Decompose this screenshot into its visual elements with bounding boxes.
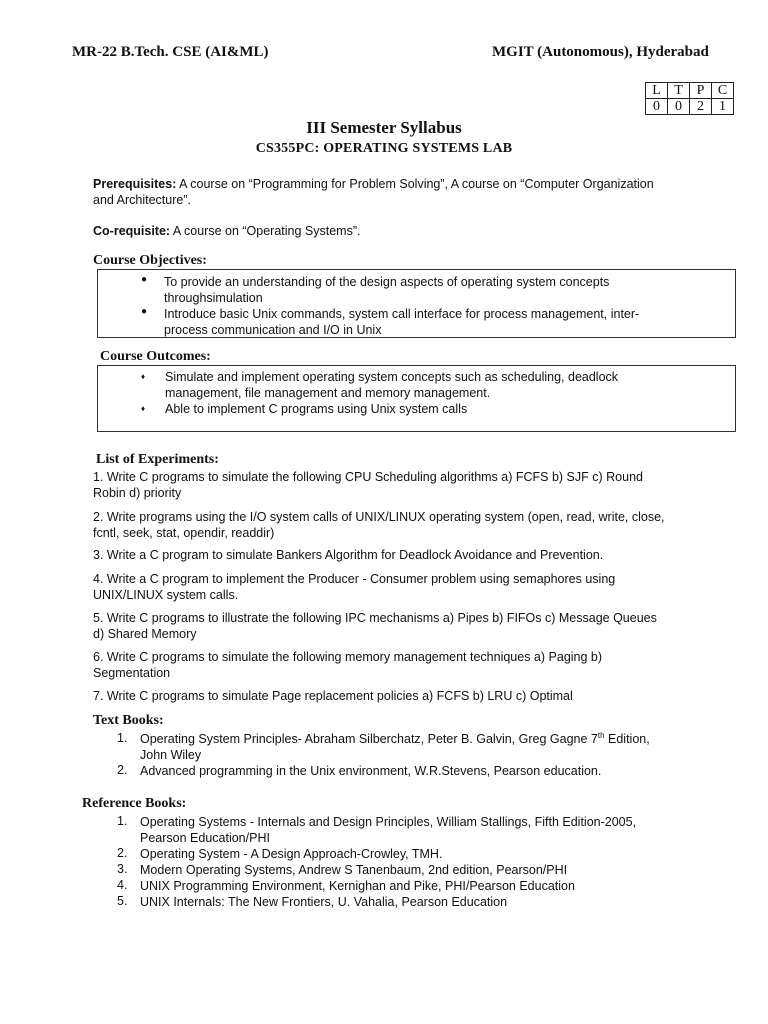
reference-book-line: Operating System - A Design Approach-Crowley, TMH. (140, 847, 443, 861)
objective-line: process communication and I/O in Unix (164, 323, 382, 337)
experiment-line: 5. Write C programs to illustrate the following IPC mechanisms a) Pipes b) FIFOs c) Message Queues (93, 611, 657, 625)
reference-book-number: 5. (117, 894, 128, 908)
course-outcomes-box (97, 365, 736, 432)
experiment-line: 7. Write C programs to simulate Page replacement policies a) FCFS b) LRU c) Optimal (93, 689, 573, 703)
experiment-line: 1. Write C programs to simulate the following CPU Scheduling algorithms a) FCFS b) SJF c) Round (93, 470, 643, 484)
text-book-line: Advanced programming in the Unix environment, W.R.Stevens, Pearson education. (140, 764, 602, 778)
ltpc-label-l: L (646, 83, 668, 99)
reference-book-line: Modern Operating Systems, Andrew S Tanenbaum, 2nd edition, Pearson/PHI (140, 863, 568, 877)
corequisite-text: A course on “Operating Systems”. (170, 224, 361, 238)
reference-book-line: Operating Systems - Internals and Design Principles, William Stallings, Fifth Edition-2005, (140, 815, 637, 829)
experiment-line: 3. Write a C program to simulate Bankers Algorithm for Deadlock Avoidance and Prevention. (93, 548, 604, 562)
prerequisites-text: A course on “Programming for Problem Solving”, A course on “Computer Organization (176, 177, 654, 191)
experiment-line: d) Shared Memory (93, 627, 197, 641)
ltpc-label-c: C (712, 83, 734, 99)
reference-book-item (140, 846, 680, 862)
ltpc-table (645, 82, 734, 115)
experiment-line: 4. Write a C program to implement the Producer - Consumer problem using semaphores using (93, 572, 616, 586)
reference-book-number: 2. (117, 846, 128, 860)
ltpc-value-p: 2 (690, 99, 712, 115)
bullet-icon: ♦ (141, 372, 146, 381)
experiment-item (93, 610, 673, 642)
experiment-line: Segmentation (93, 666, 171, 680)
course-objectives-box (97, 269, 736, 338)
header-right: MGIT (Autonomous), Hyderabad (492, 44, 709, 60)
reference-book-item (140, 894, 680, 910)
ltpc-label-t: T (668, 83, 690, 99)
experiments-heading: List of Experiments: (96, 452, 219, 467)
prerequisites (93, 176, 693, 208)
text-book-line: Operating System Principles- Abraham Silberchatz, Peter B. Galvin, Greg Gagne 7 (140, 732, 598, 746)
text-book-line: John Wiley (140, 748, 202, 762)
objective-line: Introduce basic Unix commands, system call interface for process management, inter- (164, 307, 640, 321)
reference-books-heading: Reference Books: (82, 796, 187, 811)
page-title: III Semester Syllabus (306, 118, 462, 137)
outcome-line: Able to implement C programs using Unix system calls (165, 402, 468, 416)
objective-line: throughsimulation (164, 291, 263, 305)
ltpc-label-p: P (690, 83, 712, 99)
corequisite (93, 223, 693, 239)
text-book-number: 2. (117, 763, 128, 777)
header-left: MR-22 B.Tech. CSE (AI&ML) (72, 44, 269, 60)
course-objectives-heading: Course Objectives: (93, 253, 207, 268)
experiment-line: 2. Write programs using the I/O system calls of UNIX/LINUX operating system (open, read, write, close, (93, 510, 665, 524)
reference-book-item (140, 862, 680, 878)
experiment-item (93, 469, 673, 501)
experiment-item (93, 649, 673, 681)
ltpc-value-l: 0 (646, 99, 668, 115)
reference-book-number: 4. (117, 878, 128, 892)
reference-book-number: 3. (117, 862, 128, 876)
ltpc-value-c: 1 (712, 99, 734, 115)
bullet-icon: ● (141, 306, 148, 317)
reference-book-item (140, 814, 680, 846)
reference-book-line: Pearson Education/PHI (140, 831, 270, 845)
experiment-line: 6. Write C programs to simulate the following memory management techniques a) Paging b) (93, 650, 603, 664)
text-book-item (140, 763, 680, 779)
text-book-line: Edition, (604, 732, 650, 746)
experiment-line: fcntl, seek, stat, opendir, readdir) (93, 526, 275, 540)
objective-line: To provide an understanding of the design aspects of operating system concepts (164, 275, 610, 289)
reference-book-line: UNIX Programming Environment, Kernighan and Pike, PHI/Pearson Education (140, 879, 575, 893)
experiment-line: UNIX/LINUX system calls. (93, 588, 239, 602)
text-book-item (140, 731, 680, 763)
experiment-item (93, 688, 673, 704)
reference-book-number: 1. (117, 814, 128, 828)
text-books-heading: Text Books: (93, 713, 164, 728)
text-book-superscript: th (597, 730, 605, 740)
experiment-item (93, 571, 673, 603)
outcome-line: management, file management and memory management. (165, 386, 491, 400)
experiment-item (93, 509, 673, 541)
reference-book-item (140, 878, 680, 894)
experiment-item (93, 547, 673, 563)
course-outcomes-heading: Course Outcomes: (100, 349, 211, 364)
experiment-line: Robin d) priority (93, 486, 182, 500)
ltpc-value-t: 0 (668, 99, 690, 115)
bullet-icon: ♦ (141, 404, 146, 413)
bullet-icon: ● (141, 274, 148, 285)
text-book-number: 1. (117, 731, 128, 745)
reference-book-line: UNIX Internals: The New Frontiers, U. Vahalia, Pearson Education (140, 895, 508, 909)
course-title: CS355PC: OPERATING SYSTEMS LAB (255, 141, 513, 156)
prerequisites-label: Prerequisites: (93, 177, 177, 191)
outcome-line: Simulate and implement operating system concepts such as scheduling, deadlock (165, 370, 619, 384)
corequisite-label: Co-requisite: (93, 224, 171, 238)
prerequisites-text-2: and Architecture”. (93, 193, 191, 207)
